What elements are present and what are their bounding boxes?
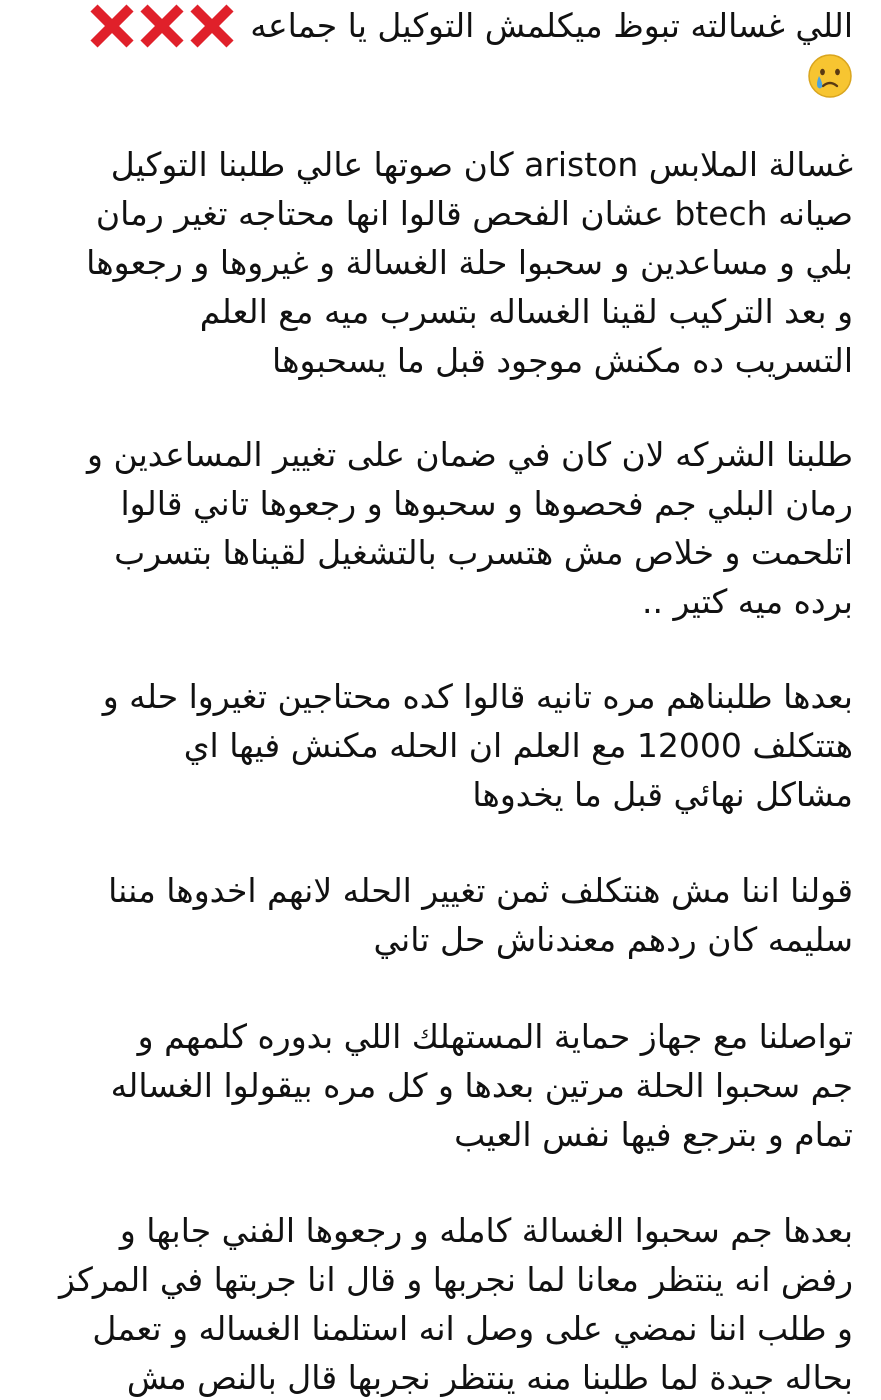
- text-line: بلي و مساعدين و سحبوا حلة الغسالة و غيروها و رجعوها: [86, 243, 853, 282]
- text-line: قولنا اننا مش هنتكلف ثمن تغيير الحله لانهم اخدوها مننا: [108, 871, 853, 910]
- text-line: مشاكل نهائي قبل ما يخدوها: [472, 775, 853, 814]
- text-line: بحاله جيدة لما طلبنا منه ينتظر نجربها قال بالنص مش: [126, 1358, 853, 1397]
- text-line: برده ميه كتير ..: [642, 582, 853, 621]
- title-text: اللي غسالته تبوظ ميكلمش التوكيل يا جماعه: [250, 6, 853, 45]
- emoji-line: [24, 50, 853, 102]
- paragraph-2: [24, 430, 853, 626]
- paragraph-6: [24, 1206, 853, 1400]
- paragraph-3: [24, 672, 853, 819]
- title-line: [24, 2, 853, 50]
- text-line: هتتكلف 12000 مع العلم ان الحله مكنش فيها اي: [183, 726, 853, 765]
- text-line: رفض انه ينتظر معانا لما نجربها و قال انا جربتها في المركز: [58, 1260, 853, 1299]
- paragraph-5: [24, 1012, 853, 1159]
- text-line: صيانه btech عشان الفحص قالوا انها محتاجه تغير رمان: [95, 194, 853, 233]
- text-line: اتلحمت و خلاص مش هتسرب بالتشغيل لقيناها بتسرب: [114, 533, 853, 572]
- text-line: و بعد التركيب لقينا الغساله بتسرب ميه مع العلم: [199, 292, 853, 331]
- paragraph-1: [24, 140, 853, 385]
- cross-mark-icon: [188, 4, 236, 48]
- text-line: تواصلنا مع جهاز حماية المستهلك اللي بدوره كلمهم و: [137, 1017, 853, 1056]
- text-line: التسريب ده مكنش موجود قبل ما يسحبوها: [272, 341, 853, 380]
- text-line: طلبنا الشركه لان كان في ضمان على تغيير المساعدين و: [87, 435, 853, 474]
- text-line: رمان البلي جم فحصوها و سحبوها و رجعوها تاني قالوا: [120, 484, 853, 523]
- text-line: تمام و بترجع فيها نفس العيب: [454, 1115, 853, 1154]
- paragraph-4: [24, 866, 853, 964]
- cross-marks: [86, 4, 236, 48]
- text-line: بعدها جم سحبوا الغسالة كامله و رجعوها الفني جابها و: [119, 1211, 853, 1250]
- text-line: غسالة الملابس ariston كان صوتها عالي طلبنا التوكيل: [110, 145, 853, 184]
- crying-face-icon: [807, 53, 853, 99]
- text-line: جم سحبوا الحلة مرتين بعدها و كل مره بيقولوا الغساله: [110, 1066, 853, 1105]
- text-line: و طلب اننا نمضي على وصل انه استلمنا الغساله و تعمل: [92, 1309, 853, 1348]
- post-title: [24, 2, 853, 102]
- cross-mark-icon: [88, 4, 136, 48]
- text-line: سليمه كان ردهم معندناش حل تاني: [373, 920, 853, 959]
- cross-mark-icon: [138, 4, 186, 48]
- text-line: بعدها طلبناهم مره تانيه قالوا كده محتاجين تغيروا حله و: [102, 677, 853, 716]
